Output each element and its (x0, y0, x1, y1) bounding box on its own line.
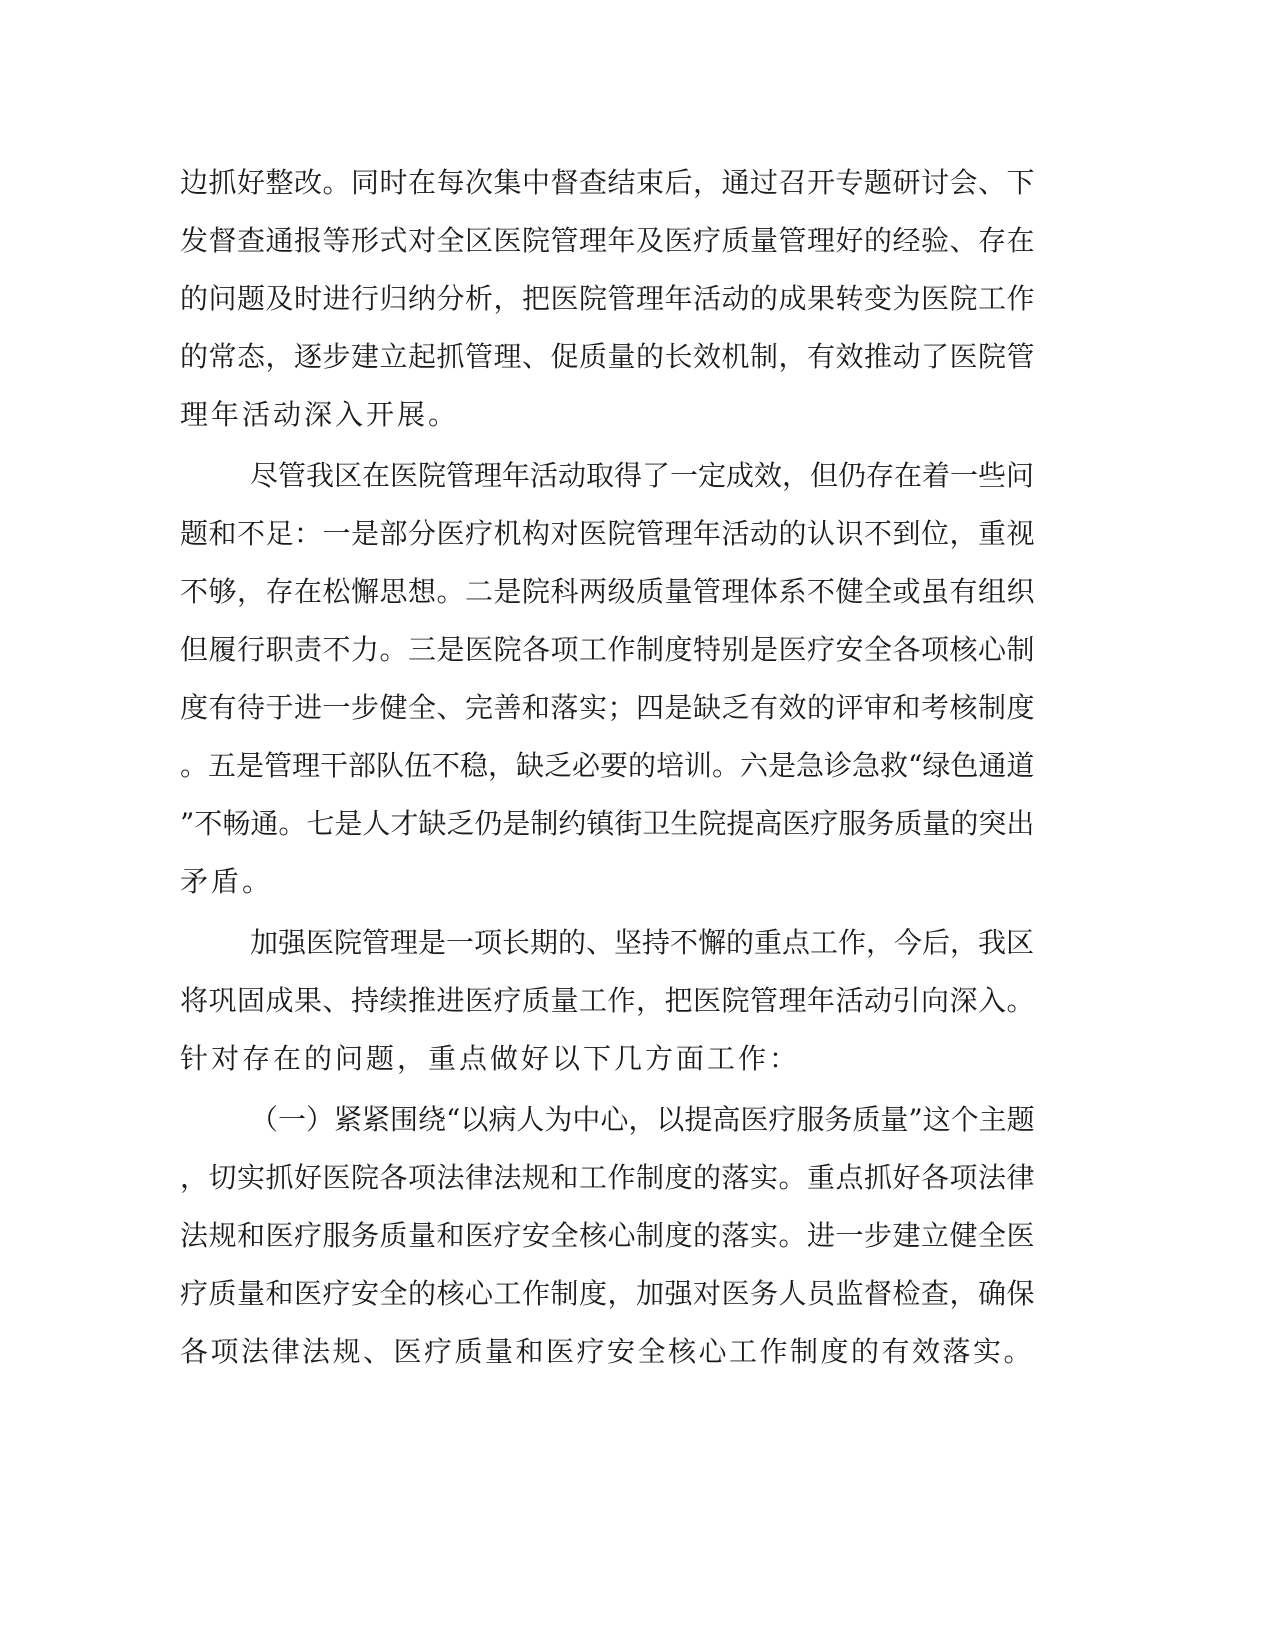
text-line: 的常态，逐步建立起抓管理、促质量的长效机制，有效推动了医院管 (180, 340, 1036, 373)
text-line: 发督查通报等形式对全区医院管理年及医疗质量管理好的经验、存在 (180, 224, 1036, 257)
text-line: 尽管我区在医院管理年活动取得了一定成效，但仍存在着一些问 (250, 459, 1035, 492)
text-line: ”不畅通。七是人才缺乏仍是制约镇街卫生院提高医疗服务质量的突出 (180, 807, 1035, 840)
text-line: 度有待于进一步健全、完善和落实；四是缺乏有效的评审和考核制度 (180, 691, 1036, 724)
text-line: 将巩固成果、持续推进医疗质量工作，把医院管理年活动引向深入。 (180, 984, 1036, 1017)
text-line: 的问题及时进行归纳分析，把医院管理年活动的成果转变为医院工作 (180, 282, 1036, 315)
text-line: 题和不足：一是部分医疗机构对医院管理年活动的认识不到位，重视 (180, 517, 1036, 550)
text-line: 但履行职责不力。三是医院各项工作制度特别是医疗安全各项核心制 (180, 633, 1036, 666)
text-line: 不够，存在松懈思想。二是院科两级质量管理体系不健全或虽有组织 (180, 575, 1036, 608)
text-line: 。五是管理干部队伍不稳，缺乏必要的培训。六是急诊急救“绿色通道 (180, 749, 1035, 782)
text-line: 加强医院管理是一项长期的、坚持不懈的重点工作，今后，我区 (250, 926, 1035, 959)
text-line: 针对存在的问题，重点做好以下几方面工作： (180, 1042, 801, 1075)
text-line: 矛盾。 (180, 865, 274, 898)
text-line: 疗质量和医疗安全的核心工作制度，加强对医务人员监督检查，确保 (180, 1277, 1036, 1310)
text-line: ，切实抓好医院各项法律法规和工作制度的落实。重点抓好各项法律 (180, 1161, 1036, 1194)
text-line: （一）紧紧围绕“以病人为中心，以提高医疗服务质量”这个主题 (250, 1103, 1035, 1136)
text-line: 法规和医疗服务质量和医疗安全核心制度的落实。进一步建立健全医 (180, 1219, 1036, 1252)
text-line: 边抓好整改。同时在每次集中督查结束后，通过召开专题研讨会、下 (180, 166, 1036, 199)
text-line: 各项法律法规、医疗质量和医疗安全核心工作制度的有效落实。 (180, 1335, 1035, 1368)
text-line: 理年活动深入开展。 (180, 398, 460, 431)
